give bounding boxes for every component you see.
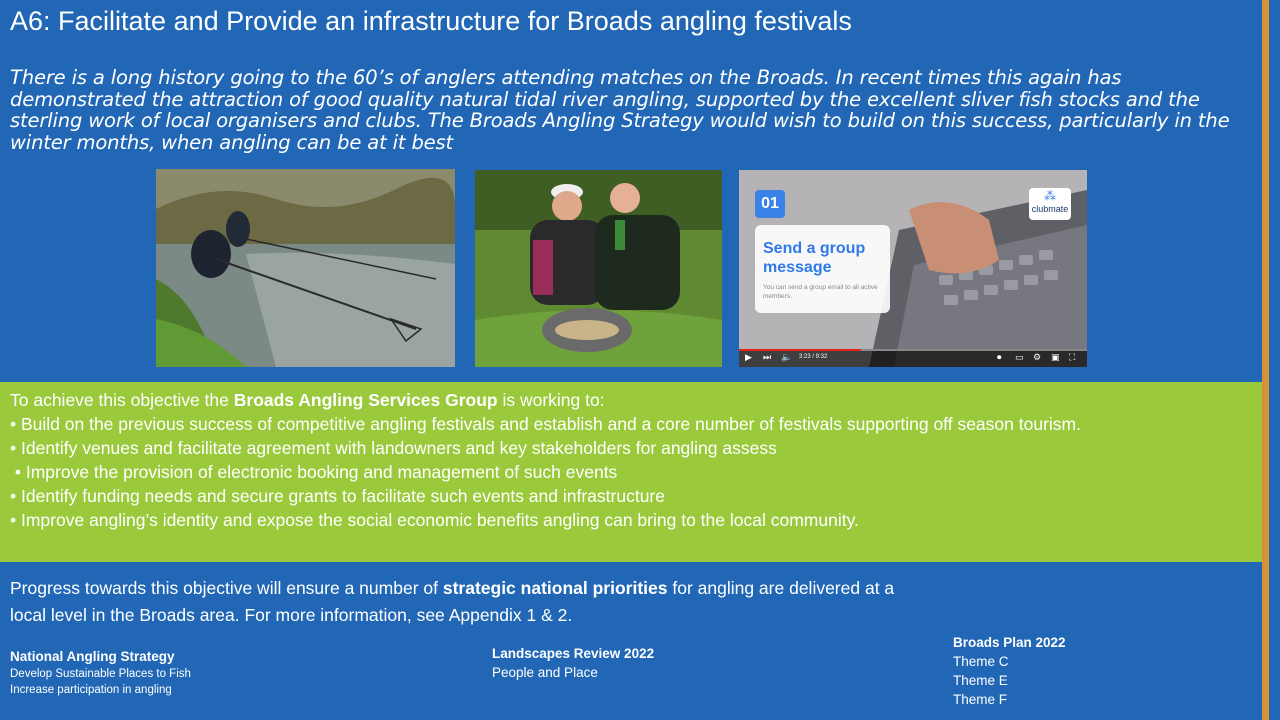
objective-bullet: • Identify funding needs and secure grants to facilitate such events and infrastructure: [10, 486, 665, 506]
subtitles-icon[interactable]: ▭: [1015, 352, 1024, 362]
anglers-river-photo: [156, 169, 455, 367]
landscapes-review-block: [492, 644, 654, 682]
video-step-badge: 01: [755, 190, 785, 218]
video-controls[interactable]: [739, 349, 1087, 367]
people-icon: ⁂: [1044, 189, 1056, 203]
accent-bar: [1262, 0, 1269, 720]
progress-paragraph: Progress towards this objective will ensure a number of strategic national priorities for angling are delivered at a local level in the Broads area. For more information, see Appendix 1 & 2.: [10, 578, 895, 625]
landscapes-review-heading: Landscapes Review 2022: [492, 646, 655, 661]
objective-bullet: • Improve angling’s identity and expose the social economic benefits angling can bring to the local community.: [10, 510, 859, 530]
video-thumbnail[interactable]: [739, 170, 1087, 367]
clubmate-logo: ⁂ clubmate: [1029, 188, 1071, 220]
priorities-highlight: strategic national priorities: [442, 578, 668, 598]
national-strategy-item: Develop Sustainable Places to Fish: [10, 668, 191, 680]
national-strategy-item: Increase participation in angling: [10, 684, 172, 696]
fullscreen-icon[interactable]: ⛶: [1069, 352, 1076, 362]
next-icon[interactable]: ⏭: [763, 352, 772, 362]
objective-intro: To achieve this objective the Broads Angling Services Group is working to:: [10, 390, 605, 410]
video-message-card: [755, 225, 890, 313]
play-icon[interactable]: ▶: [745, 352, 752, 362]
objective-bullet: • Improve the provision of electronic booking and management of such events: [10, 462, 618, 482]
national-strategy-block: [10, 647, 191, 698]
national-strategy-heading: National Angling Strategy: [10, 649, 175, 664]
video-progress-track[interactable]: [739, 349, 1087, 351]
landscapes-review-item: People and Place: [492, 665, 598, 680]
objective-bullet: • Build on the previous success of competitive angling festivals and establish and a core number of festivals supporting off season tourism.: [10, 414, 1081, 434]
captions-icon[interactable]: ⏺: [997, 352, 1002, 362]
miniplayer-icon[interactable]: ▣: [1051, 352, 1060, 362]
objective-bullet: • Identify venues and facilitate agreement with landowners and key stakeholders for angling assess: [10, 438, 777, 458]
broads-plan-item: Theme C: [953, 654, 1009, 669]
broads-plan-item: Theme E: [953, 673, 1008, 688]
anglers-catch-photo: [475, 170, 722, 367]
objective-panel: [0, 382, 1262, 562]
video-body: You can send a group email to all active members.: [763, 284, 878, 300]
broads-plan-heading: Broads Plan 2022: [953, 635, 1066, 650]
volume-icon[interactable]: 🔈: [781, 352, 793, 362]
settings-icon[interactable]: ⚙: [1033, 352, 1042, 362]
group-name: Broads Angling Services Group: [233, 390, 498, 410]
intro-paragraph: There is a long history going to the 60’s of anglers attending matches on the Broads. In recent times this again has demonstrated the attraction of good quality natural tidal river angling, supported by the excellent sliver fish stocks and the sterling work of local organisers and clubs. The Broads Angling Strategy would wish to build on this success, particularly in the winter months, when angling can be at it best: [10, 66, 1230, 154]
broads-plan-item: Theme F: [953, 692, 1008, 707]
video-progress-fill: [739, 349, 861, 351]
page-title: A6: Facilitate and Provide an infrastructure for Broads angling festivals: [10, 6, 852, 36]
video-time: 3:23 / 9:32: [799, 354, 828, 360]
broads-plan-block: [953, 633, 1066, 709]
video-heading: Send a group message: [763, 240, 866, 276]
